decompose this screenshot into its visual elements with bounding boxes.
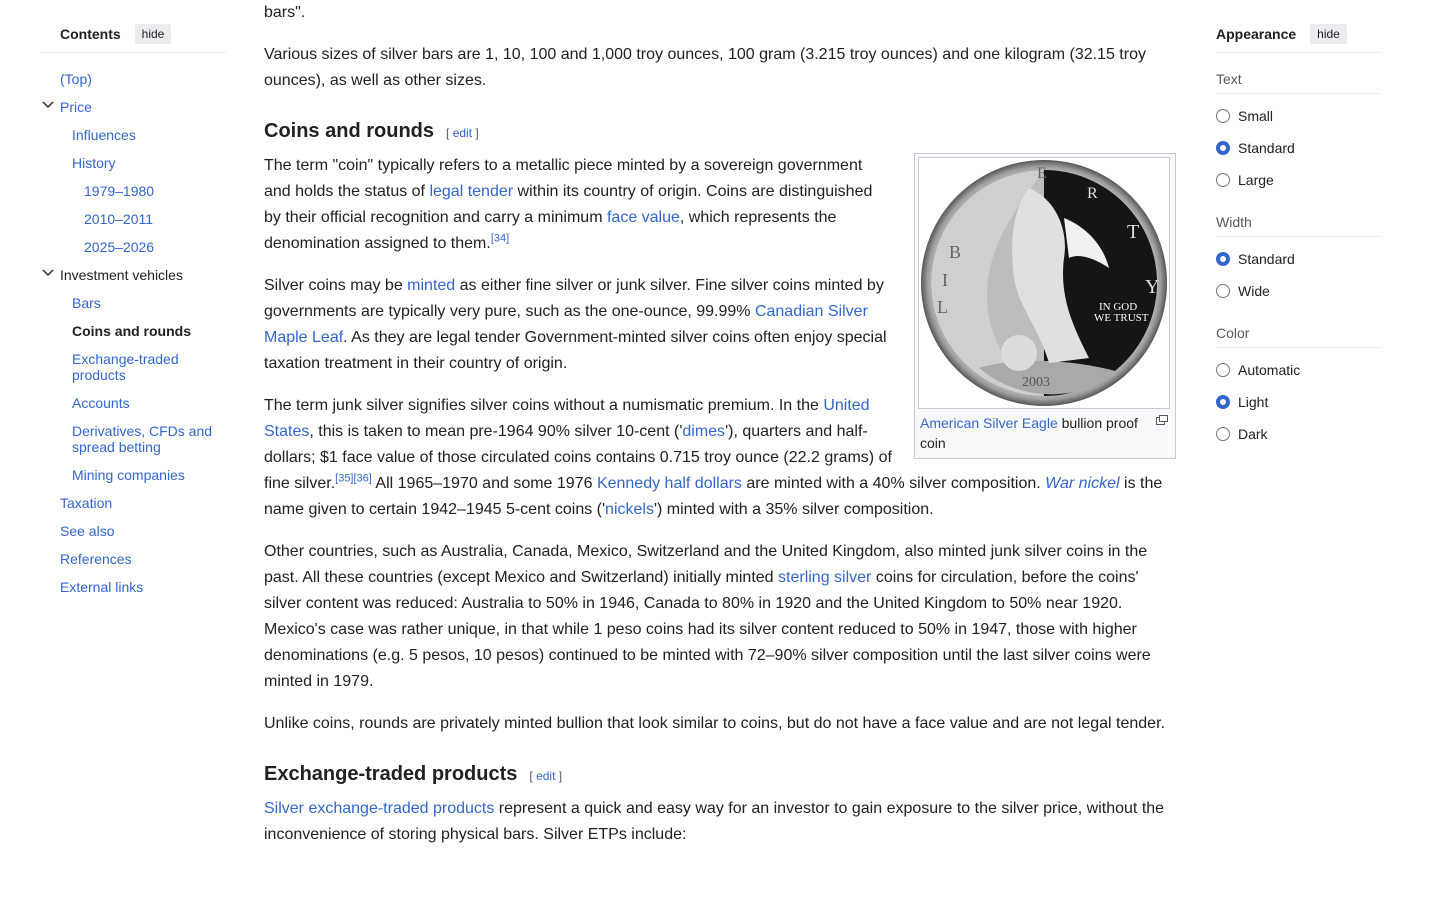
chevron-down-icon[interactable] (42, 98, 54, 110)
radio-checked[interactable] (1216, 141, 1230, 155)
coin-letter-t: T (1127, 221, 1140, 243)
text: coins for circulation, before the coins' silver content was reduced: Australia to 50% in 1946, Canada to 80% in 1920 and the United Kingdom to 50% near 1920. Mexico's case was rather unique, in that while 1 peso coins had its silver content reduced to 50% in 1947, those with higher denominations (e.g. 5 pesos, 10 pesos) continued to be minted with 72–90% silver composition until the last silver coins were minted in 1979. (264, 569, 1151, 690)
option-label: Large (1238, 172, 1274, 188)
radio-unchecked[interactable] (1216, 284, 1230, 298)
paragraph-bar-sizes: Various sizes of silver bars are 1, 10, 100 and 1,000 troy ounces, 100 gram (3.215 troy ounces) and one kilogram (32.15 troy ounces), as well as other sizes. (264, 46, 1146, 89)
link-dimes[interactable]: dimes (682, 423, 726, 440)
text: , which represents the denomination assigned to them. (264, 209, 837, 252)
option-color-light[interactable] (1216, 386, 1380, 418)
coin-letter-y: Y (1145, 276, 1160, 298)
option-label: Light (1238, 394, 1269, 410)
paragraph-rounds: Unlike coins, rounds are privately minted bullion that look similar to coins, but do not have a face value and are not legal tender. (264, 715, 1165, 732)
group-text (1216, 53, 1380, 196)
text: ') minted with a 35% silver composition. (653, 501, 934, 518)
toc-title: Contents (60, 26, 121, 42)
toc-item-exchange-traded-products[interactable]: Exchange-traded products (72, 351, 179, 383)
option-text-standard[interactable] (1216, 132, 1380, 164)
figure-caption (918, 409, 1172, 455)
link-legal-tender[interactable]: legal tender (429, 183, 514, 200)
toc-item-1979-1980[interactable]: 1979–1980 (84, 183, 155, 199)
toc-header (40, 24, 226, 53)
edit-link[interactable]: edit (452, 126, 473, 140)
enlarge-icon[interactable] (1156, 415, 1168, 425)
text: Silver coins may be (264, 277, 408, 294)
coin-year: 2003 (1022, 375, 1050, 390)
edit-section (529, 769, 562, 783)
link-face-value[interactable]: face value (606, 209, 680, 226)
coin-letter-i: I (942, 270, 948, 290)
text: represent a quick and easy way for an investor to gain exposure to the silver price, without the inconvenience of storing physical bars. Silver ETPs include: (264, 800, 1165, 843)
toc-item-label: Investment vehicles (60, 267, 183, 283)
coin-image[interactable] (918, 157, 1170, 409)
group-width (1216, 196, 1380, 307)
coin-letter-l: L (937, 297, 948, 317)
link-nickels[interactable]: nickels (605, 501, 654, 518)
option-color-automatic[interactable] (1216, 354, 1380, 386)
text: , this is taken to mean pre-1964 90% silver 10-cent (' (309, 423, 683, 440)
radio-checked[interactable] (1216, 395, 1230, 409)
text: are minted with a 40% silver composition. (741, 475, 1046, 492)
coin-letter-e: E (1037, 165, 1047, 182)
toc-item-derivatives[interactable]: Derivatives, CFDs and spread betting (72, 423, 213, 455)
option-color-dark[interactable] (1216, 418, 1380, 450)
toc-item-label: Price (60, 99, 92, 115)
coin-letter-b: B (949, 242, 962, 262)
option-label: Dark (1238, 426, 1268, 442)
toc-item-mining-companies[interactable]: Mining companies (72, 467, 185, 483)
toc-item-bars[interactable]: Bars (72, 295, 101, 311)
ref-35[interactable]: [35] (335, 472, 354, 485)
link-united-states[interactable]: United States (264, 397, 870, 440)
group-label: Text (1216, 53, 1380, 94)
caption-link[interactable]: American Silver Eagle (920, 415, 1058, 431)
toc-item-influences[interactable]: Influences (72, 127, 136, 143)
radio-unchecked[interactable] (1216, 109, 1230, 123)
section-heading-etp (264, 763, 1176, 786)
toc-item-investment-vehicles[interactable] (40, 261, 226, 289)
option-text-small[interactable] (1216, 100, 1380, 132)
coin-letter-r: R (1087, 185, 1098, 202)
paragraph-etp (264, 796, 1176, 848)
chevron-down-icon[interactable] (42, 266, 54, 278)
text: bars". (264, 4, 306, 21)
text: . As they are legal tender Government-minted silver coins often enjoy special taxation treatment in their country of origin. (264, 329, 887, 372)
text: within its country of origin. Coins are distinguished by their official recognition and carry a minimum (264, 183, 873, 226)
appearance-panel (1216, 24, 1380, 450)
toc-item-2025-2026[interactable]: 2025–2026 (84, 239, 155, 255)
bracket: ] (475, 126, 479, 140)
link-kennedy-half-dollars[interactable]: Kennedy half dollars (596, 475, 742, 492)
coin-figure (914, 153, 1176, 459)
link-canadian-silver-maple-leaf[interactable]: Canadian Silver Maple Leaf (264, 303, 868, 346)
toc-item-taxation[interactable]: Taxation (60, 495, 113, 511)
toc-item-accounts[interactable]: Accounts (72, 395, 130, 411)
toc-item-external-links[interactable]: External links (60, 579, 144, 595)
option-width-wide[interactable] (1216, 275, 1380, 307)
paragraph-fragment (264, 0, 1176, 26)
radio-checked[interactable] (1216, 252, 1230, 266)
group-label: Color (1216, 307, 1380, 348)
ref-36[interactable]: [36] (353, 472, 372, 485)
paragraph-other-countries (264, 539, 1176, 695)
bracket: [ (446, 126, 450, 140)
text: as either fine silver or junk silver. Fine silver coins minted by governments are typically very pure, such as the one-ounce, 99.99% (264, 277, 884, 320)
option-label: Standard (1238, 140, 1295, 156)
coin-motto-line1: IN GOD (1099, 301, 1138, 313)
link-silver-etp[interactable]: Silver exchange-traded products (264, 800, 495, 817)
radio-unchecked[interactable] (1216, 363, 1230, 377)
group-color (1216, 307, 1380, 450)
ref-34[interactable]: [34] (490, 232, 510, 245)
text: is the name given to certain 1942–1945 5-cent coins (' (264, 475, 1163, 518)
toc-hide-button[interactable]: hide (135, 24, 172, 44)
heading-text: Coins and rounds (264, 120, 434, 142)
group-label: Width (1216, 196, 1380, 237)
section-heading-coins (264, 120, 1176, 143)
radio-unchecked[interactable] (1216, 427, 1230, 441)
caption-text: bullion proof coin (920, 415, 1138, 451)
text: The term junk silver signifies silver coins without a numismatic premium. In the (264, 397, 824, 414)
appearance-title: Appearance (1216, 26, 1297, 42)
coin-motto-line2: WE TRUST (1094, 312, 1149, 324)
article-content (264, 0, 1176, 864)
heading-text: Exchange-traded products (264, 763, 518, 785)
silver-eagle-coin-image (919, 158, 1169, 408)
edit-link[interactable]: edit (536, 769, 556, 783)
radio-unchecked[interactable] (1216, 173, 1230, 187)
toc-item-see-also[interactable]: See also (60, 523, 115, 539)
toc-item-history[interactable]: History (72, 155, 116, 171)
toc-item-2010-2011[interactable]: 2010–2011 (84, 211, 154, 227)
appearance-header (1216, 24, 1380, 53)
table-of-contents (40, 24, 226, 601)
link-war-nickel[interactable]: War nickel (1045, 475, 1120, 492)
text: All 1965–1970 and some 1976 (371, 475, 597, 492)
toc-item-price[interactable] (40, 93, 226, 121)
option-text-large[interactable] (1216, 164, 1380, 196)
toc-item-references[interactable]: References (60, 551, 132, 567)
text: Other countries, such as Australia, Canada, Mexico, Switzerland and the United Kingdom, also minted junk silver coins in the past. All these countries (except Mexico and Switzerland) initially minted (264, 543, 1148, 586)
text: The term "coin" typically refers to a metallic piece minted by a sovereign government and holds the status of (264, 157, 863, 200)
toc-list (40, 65, 226, 601)
option-label: Standard (1238, 251, 1295, 267)
toc-item-coins-and-rounds[interactable]: Coins and rounds (72, 323, 191, 339)
link-sterling-silver[interactable]: sterling silver (778, 569, 872, 586)
option-label: Wide (1238, 283, 1270, 299)
link-minted[interactable]: minted (407, 277, 456, 294)
bracket: ] (558, 769, 563, 783)
option-label: Small (1238, 108, 1274, 124)
toc-item-top[interactable]: (Top) (60, 71, 92, 87)
edit-section (446, 126, 479, 140)
bracket: [ (529, 769, 533, 783)
option-label: Automatic (1238, 362, 1301, 378)
text: '), quarters and half-dollars; $1 face value of those circulated coins contains 0.715 troy ounce (22.2 grams) of fine silver. (264, 423, 892, 492)
appearance-hide-button[interactable]: hide (1310, 24, 1347, 44)
option-width-standard[interactable] (1216, 243, 1380, 275)
